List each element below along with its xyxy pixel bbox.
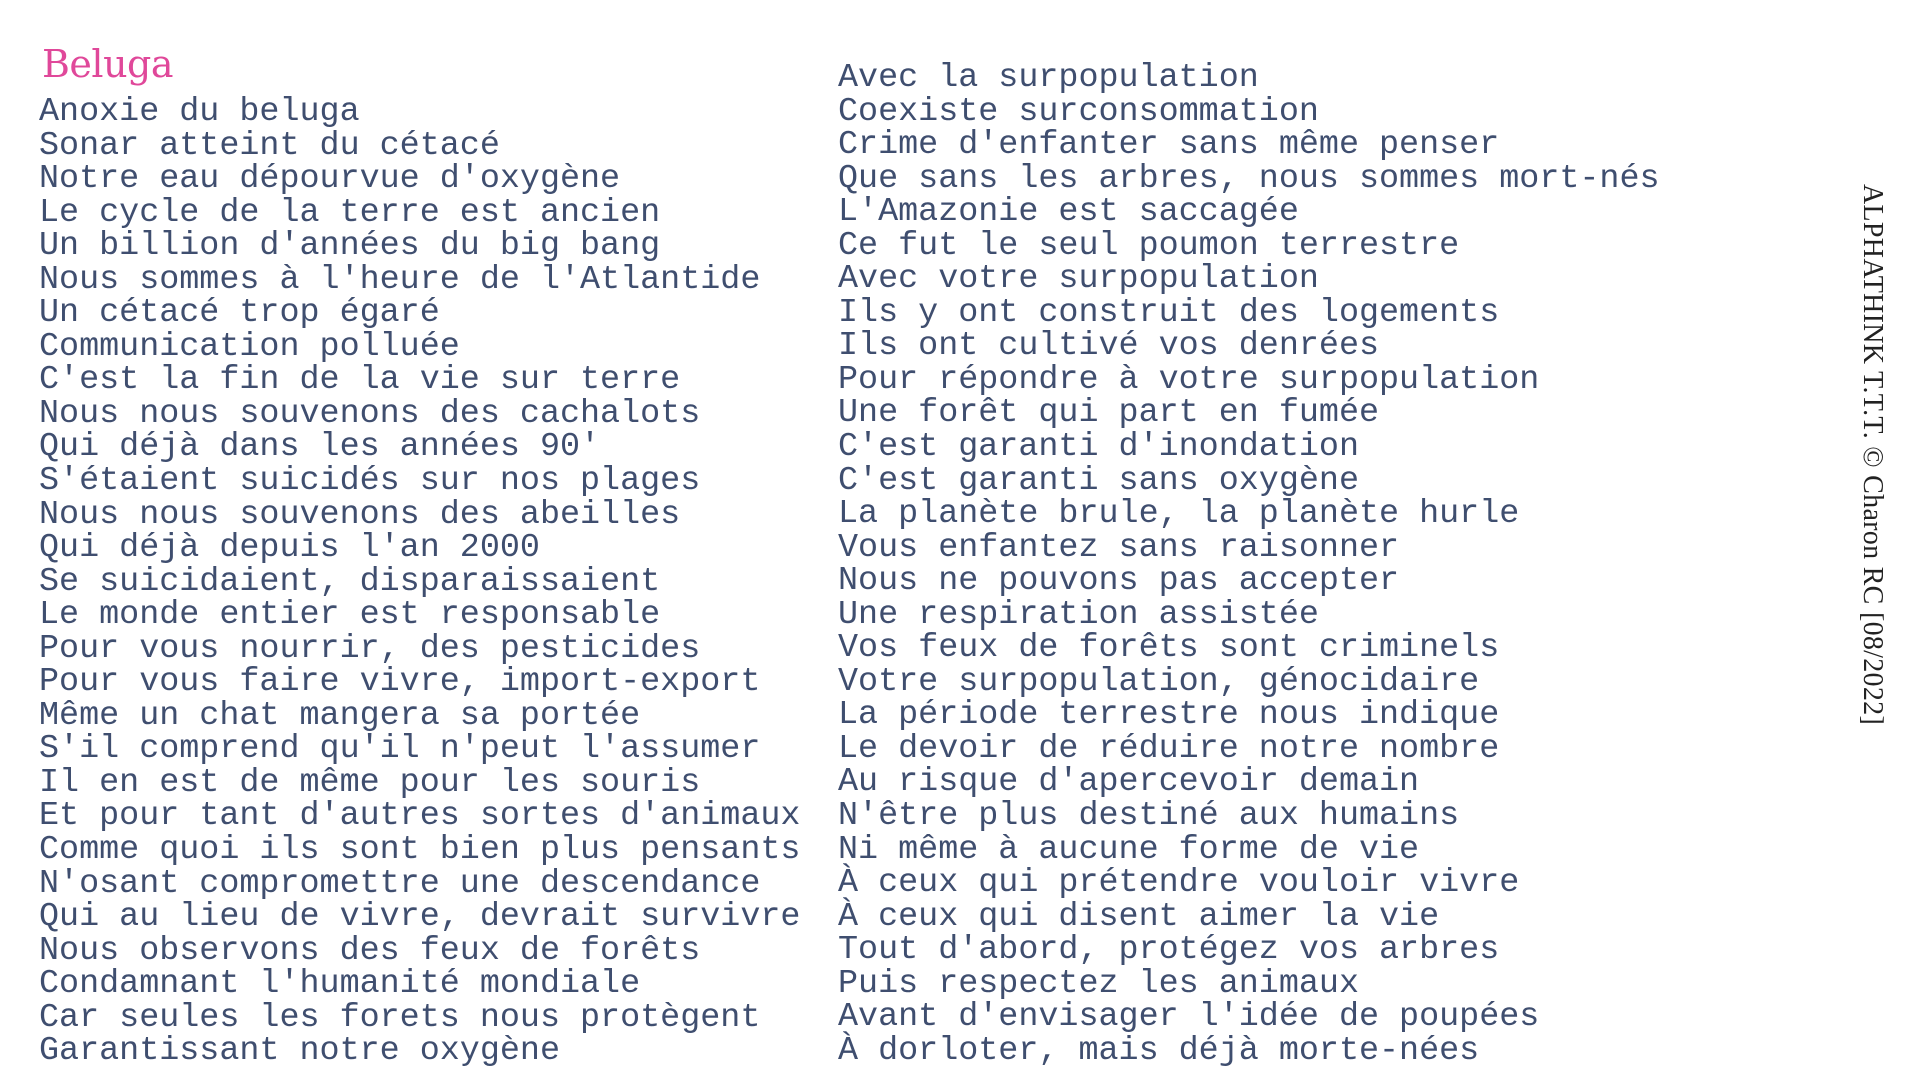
- verse-line: Qui déjà dans les années 90': [39, 428, 601, 467]
- verse-line: Coexiste surconsommation: [838, 92, 1319, 131]
- verse-line: Ni même à aucune forme de vie: [838, 830, 1420, 869]
- verse-line: Le monde entier est responsable: [39, 596, 661, 635]
- verse-line: N'être plus destiné aux humains: [838, 797, 1460, 836]
- verse-line: Sonar atteint du cétacé: [39, 126, 500, 165]
- verse-line: Condamnant l'humanité mondiale: [39, 965, 641, 1004]
- verse-line: Que sans les arbres, nous sommes mort-nés: [838, 159, 1660, 198]
- verse-line: Avec votre surpopulation: [838, 260, 1319, 299]
- verse-line: Au risque d'apercevoir demain: [838, 763, 1420, 802]
- verse-line: Et pour tant d'autres sortes d'animaux: [39, 797, 801, 836]
- verse-line: Anoxie du beluga: [39, 93, 360, 131]
- verse-line: Une forêt qui part en fumée: [838, 394, 1380, 433]
- verse-line: Notre eau dépourvue d'oxygène: [39, 160, 621, 199]
- verse-line: Ils y ont construit des logements: [838, 293, 1500, 332]
- verse-line: Votre surpopulation, génocidaire: [838, 662, 1480, 701]
- verse-line: Tout d'abord, protégez vos arbres: [838, 931, 1500, 970]
- verse-line: S'étaient suicidés sur nos plages: [39, 462, 701, 501]
- verse-line: L'Amazonie est saccagée: [838, 193, 1299, 232]
- verse-line: Pour vous nourrir, des pesticides: [39, 629, 701, 668]
- verse-line: Garantissant notre oxygène: [39, 1032, 560, 1071]
- verse-line: Comme quoi ils sont bien plus pensants: [39, 831, 801, 870]
- verse-line: Car seules les forets nous protègent: [39, 998, 761, 1037]
- verse-line: N'osant compromettre une descendance: [39, 864, 761, 903]
- verse-line: La période terrestre nous indique: [838, 696, 1500, 735]
- verse-line: Nous nous souvenons des cachalots: [39, 394, 701, 433]
- verse-line: Vos feux de forêts sont criminels: [838, 629, 1500, 668]
- verse-line: Ce fut le seul poumon terrestre: [838, 226, 1460, 265]
- verse-line: C'est garanti sans oxygène: [838, 461, 1359, 500]
- verse-line: Nous observons des feux de forêts: [39, 931, 701, 970]
- verse-line: Vous enfantez sans raisonner: [838, 528, 1400, 567]
- verse-line: Se suicidaient, disparaissaient: [39, 562, 661, 601]
- verse-line: À ceux qui prétendre vouloir vivre: [838, 864, 1520, 903]
- verse-line: Avant d'envisager l'idée de poupées: [838, 998, 1540, 1037]
- verse-line: Un cétacé trop égaré: [39, 294, 440, 333]
- verse-line: S'il comprend qu'il n'peut l'assumer: [39, 730, 761, 769]
- verse-line: C'est garanti d'inondation: [838, 428, 1359, 467]
- verse-line: Nous sommes à l'heure de l'Atlantide: [39, 260, 761, 299]
- copyright-notice: ALPHATHINK T.T.T. © Charon RC [08/2022]: [1857, 184, 1888, 726]
- verse-line: Le cycle de la terre est ancien: [39, 193, 661, 232]
- verse-line: Ils ont cultivé vos denrées: [838, 327, 1380, 366]
- verse-line: Nous ne pouvons pas accepter: [838, 562, 1400, 601]
- verse-line: Avec la surpopulation: [838, 59, 1259, 97]
- verse-line: Nous nous souvenons des abeilles: [39, 495, 681, 534]
- poem-title: Beluga: [42, 42, 174, 86]
- verse-line: Communication polluée: [39, 327, 460, 366]
- verse-line: Il en est de même pour les souris: [39, 763, 701, 802]
- verse-line: Pour répondre à votre surpopulation: [838, 360, 1540, 399]
- verse-line: À dorloter, mais déjà morte-nées: [838, 1031, 1480, 1070]
- poem-left-column: [39, 93, 801, 1071]
- verse-line: À ceux qui disent aimer la vie: [838, 897, 1440, 936]
- verse-line: Qui au lieu de vivre, devrait survivre: [39, 898, 801, 937]
- verse-line: Un billion d'années du big bang: [39, 227, 661, 266]
- verse-line: La planète brule, la planète hurle: [838, 495, 1520, 534]
- verse-line: C'est la fin de la vie sur terre: [39, 361, 681, 400]
- verse-line: Même un chat mangera sa portée: [39, 696, 641, 735]
- verse-line: Le devoir de réduire notre nombre: [838, 729, 1500, 768]
- verse-line: Crime d'enfanter sans même penser: [838, 126, 1500, 165]
- verse-line: Pour vous faire vivre, import-export: [39, 663, 761, 702]
- verse-line: Une respiration assistée: [838, 595, 1319, 634]
- poem-right-column: [838, 59, 1660, 1070]
- verse-line: Qui déjà depuis l'an 2000: [39, 529, 540, 568]
- verse-line: Puis respectez les animaux: [838, 964, 1359, 1003]
